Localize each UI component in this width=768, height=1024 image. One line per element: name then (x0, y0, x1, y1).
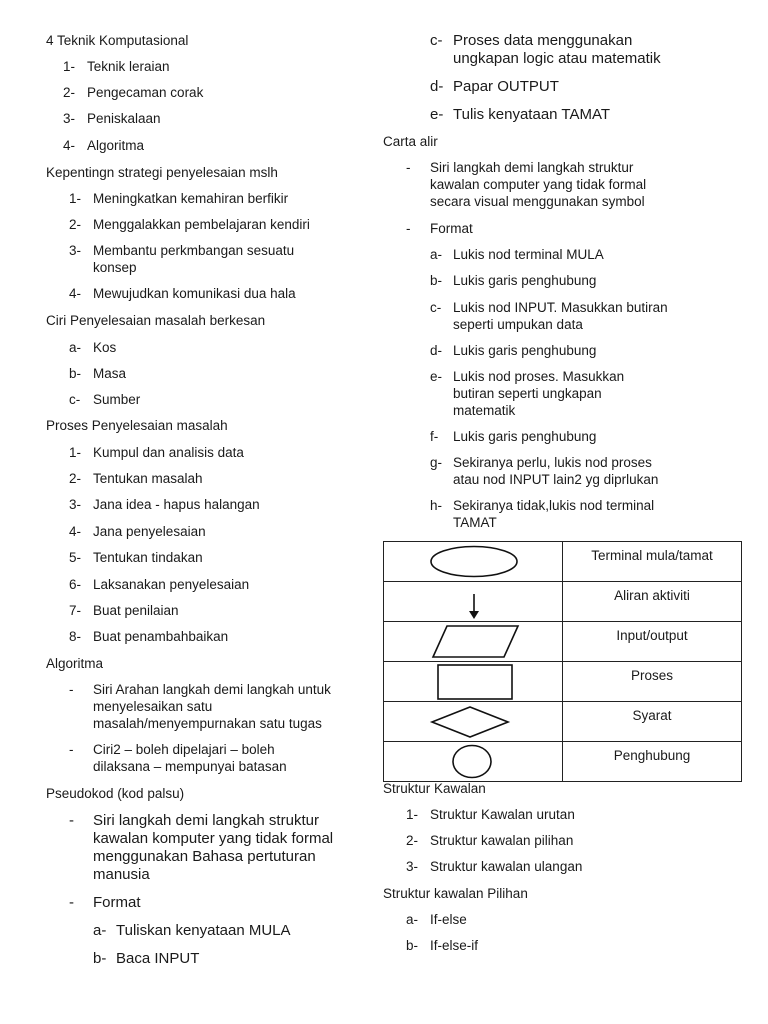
list-item: Sekiranya perlu, lukis nod proses (453, 455, 652, 470)
list-item: Ciri2 – boleh dipelajari – boleh (93, 742, 275, 757)
symbol-cell (384, 742, 563, 782)
list-marker: 7- (69, 603, 82, 618)
list-marker: f- (430, 429, 439, 444)
list-marker: c- (69, 392, 81, 407)
list-item: Lukis nod proses. Masukkan (453, 369, 625, 384)
list-marker: a- (430, 247, 443, 262)
circle-icon (384, 742, 562, 781)
table-row (384, 662, 742, 702)
list-item-cont: menggunakan Bahasa pertuturan (93, 848, 316, 865)
list-item-cont: matematik (453, 403, 516, 418)
list-marker: c- (430, 300, 442, 315)
list-item: Lukis nod INPUT. Masukkan butiran (453, 300, 668, 315)
list-item-cont: ungkapan logic atau matematik (453, 50, 661, 67)
list-item: Struktur kawalan pilihan (430, 833, 574, 848)
list-marker: b- (69, 366, 82, 381)
bullet-dash: - (406, 221, 411, 236)
list-marker: b- (430, 273, 443, 288)
rectangle-icon (384, 662, 562, 701)
bullet-dash: - (69, 812, 74, 829)
list-item-cont: butiran seperti ungkapan (453, 386, 602, 401)
list-item-cont: manusia (93, 866, 150, 883)
heading-carta-alir: Carta alir (383, 134, 438, 149)
list-marker: 3- (406, 859, 419, 874)
list-item: Algoritma (87, 138, 145, 153)
list-item: Proses data menggunakan (453, 32, 633, 49)
list-item: Lukis garis penghubung (453, 429, 597, 444)
list-item: Pengecaman corak (87, 85, 204, 100)
list-item-cont: TAMAT (453, 515, 497, 530)
table-row (384, 742, 742, 782)
list-item: Peniskalaan (87, 111, 161, 126)
list-marker: b- (93, 950, 107, 967)
list-item: Buat penambahbaikan (93, 629, 229, 644)
list-marker: 5- (69, 550, 82, 565)
list-marker: e- (430, 369, 443, 384)
list-item: Tentukan tindakan (93, 550, 203, 565)
list-marker: a- (69, 340, 82, 355)
list-marker: 3- (69, 243, 82, 258)
bullet-dash: - (69, 894, 74, 911)
list-item: Papar OUTPUT (453, 78, 559, 95)
list-marker: 2- (69, 471, 82, 486)
list-item: If-else (430, 912, 467, 927)
list-item: Sekiranya tidak,lukis nod terminal (453, 498, 655, 513)
list-item: Kumpul dan analisis data (93, 445, 244, 460)
list-item-cont: secara visual menggunakan symbol (430, 194, 645, 209)
heading-pseudokod: Pseudokod (kod palsu) (46, 786, 185, 801)
list-item: Menggalakkan pembelajaran kendiri (93, 217, 310, 232)
list-item: Struktur kawalan ulangan (430, 859, 583, 874)
list-item: Baca INPUT (116, 950, 200, 967)
list-marker: 4- (69, 286, 82, 301)
list-item-cont: konsep (93, 260, 137, 275)
symbol-cell (384, 542, 563, 582)
list-item: Siri langkah demi langkah struktur (93, 812, 319, 829)
list-marker: 6- (69, 577, 82, 592)
list-item-cont: kawalan komputer yang tidak formal (93, 830, 334, 847)
symbol-label: Syarat (563, 702, 742, 742)
symbol-label: Aliran aktiviti (563, 582, 742, 622)
table-row (384, 702, 742, 742)
list-item: Siri Arahan langkah demi langkah untuk (93, 682, 331, 697)
bullet-dash: - (69, 742, 74, 757)
list-marker: d- (430, 343, 443, 358)
heading-algoritma: Algoritma (46, 656, 104, 671)
heading-proses: Proses Penyelesaian masalah (46, 418, 228, 433)
list-item-cont: menyelesaikan satu (93, 699, 213, 714)
list-item: Lukis garis penghubung (453, 343, 597, 358)
list-item: Kos (93, 340, 117, 355)
parallelogram-icon (384, 622, 562, 661)
list-item: Tulis kenyataan TAMAT (453, 106, 611, 123)
list-marker: 1- (69, 445, 82, 460)
list-marker: 1- (69, 191, 82, 206)
list-item: Jana idea - hapus halangan (93, 497, 260, 512)
diamond-icon (384, 702, 562, 741)
list-marker: 1- (63, 59, 76, 74)
list-item: Tuliskan kenyataan MULA (116, 922, 291, 939)
bullet-dash: - (406, 160, 411, 175)
list-marker: 2- (63, 85, 76, 100)
symbol-cell (384, 582, 563, 622)
list-item-cont: kawalan computer yang tidak formal (430, 177, 647, 192)
list-item: Laksanakan penyelesaian (93, 577, 250, 592)
list-marker: d- (430, 78, 444, 95)
heading-kepentingan: Kepentingn strategi penyelesaian mslh (46, 165, 278, 180)
list-item: Format (430, 221, 473, 236)
heading-teknik: 4 Teknik Komputasional (46, 33, 189, 48)
list-item: Tentukan masalah (93, 471, 203, 486)
list-item: Siri langkah demi langkah struktur (430, 160, 634, 175)
symbol-label: Terminal mula/tamat (563, 542, 742, 582)
list-marker: 4- (69, 524, 82, 539)
list-item: Jana penyelesaian (93, 524, 206, 539)
list-item: Buat penilaian (93, 603, 179, 618)
list-item: Lukis garis penghubung (453, 273, 597, 288)
symbol-cell (384, 622, 563, 662)
list-marker: e- (430, 106, 444, 123)
list-item: Sumber (93, 392, 141, 407)
list-item-cont: seperti umpukan data (453, 317, 583, 332)
heading-ciri: Ciri Penyelesaian masalah berkesan (46, 313, 266, 328)
symbol-label: Proses (563, 662, 742, 702)
list-item: Membantu perkmbangan sesuatu (93, 243, 295, 258)
table-row (384, 542, 742, 582)
list-item: Lukis nod terminal MULA (453, 247, 604, 262)
list-item: Meningkatkan kemahiran berfikir (93, 191, 289, 206)
list-marker: 3- (69, 497, 82, 512)
list-marker: 4- (63, 138, 76, 153)
heading-struktur-pilihan: Struktur kawalan Pilihan (383, 886, 528, 901)
list-item: If-else-if (430, 938, 479, 953)
list-item-cont: dilaksana – mempunyai batasan (93, 759, 287, 774)
list-marker: g- (430, 455, 443, 470)
list-marker: b- (406, 938, 419, 953)
heading-struktur-kawalan: Struktur Kawalan (383, 781, 486, 796)
list-marker: a- (93, 922, 107, 939)
list-marker: 8- (69, 629, 82, 644)
list-marker: c- (430, 32, 443, 49)
arrow-down-icon (384, 582, 562, 621)
list-marker: 2- (406, 833, 419, 848)
symbol-cell (384, 702, 563, 742)
terminal-oval-icon (384, 542, 562, 581)
list-marker: 1- (406, 807, 419, 822)
list-marker: a- (406, 912, 419, 927)
table-row (384, 622, 742, 662)
list-item: Masa (93, 366, 127, 381)
symbol-cell (384, 662, 563, 702)
list-marker: 3- (63, 111, 76, 126)
symbol-label: Penghubung (563, 742, 742, 782)
table-row (384, 582, 742, 622)
list-item: Struktur Kawalan urutan (430, 807, 575, 822)
list-item: Teknik leraian (87, 59, 170, 74)
flowchart-symbol-table (383, 541, 742, 782)
bullet-dash: - (69, 682, 74, 697)
list-item: Format (93, 894, 141, 911)
list-item-cont: masalah/menyempurnakan satu tugas (93, 716, 322, 731)
list-marker: h- (430, 498, 443, 513)
list-item: Mewujudkan komunikasi dua hala (93, 286, 296, 301)
symbol-label: Input/output (563, 622, 742, 662)
list-marker: 2- (69, 217, 82, 232)
list-item-cont: atau nod INPUT lain2 yg diprlukan (453, 472, 659, 487)
